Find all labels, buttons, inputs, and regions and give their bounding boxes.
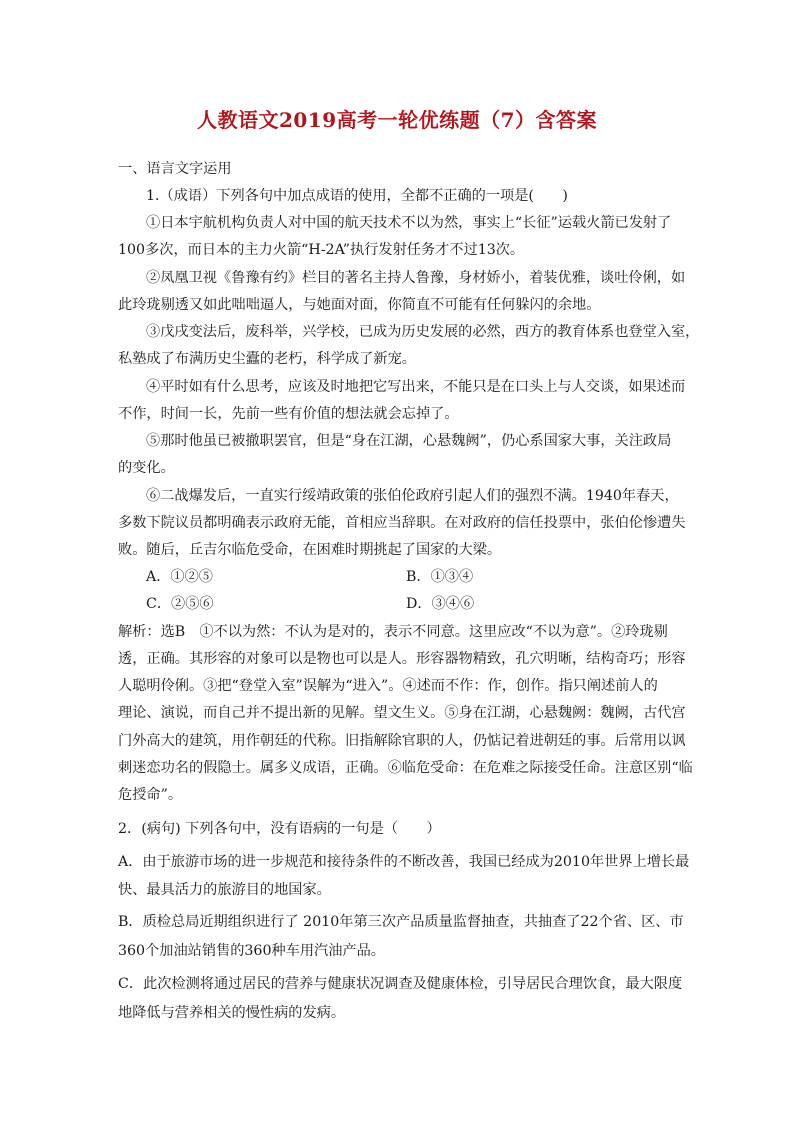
q1-sentence-4-line-1: ④平时如有什么思考，应该及时地把它写出来，不能只是在口头上与人交谈，如果述而 — [146, 379, 686, 395]
question-2-stem: 2．(病句) 下列各句中，没有语病的一句是（ ） — [118, 821, 441, 837]
q2-option-c-line-2: 地降低与营养相关的慢性病的发病。 — [118, 1005, 346, 1021]
q1-sentence-4-line-2: 不作，时间一长，先前一些有价值的想法就会忘掉了。 — [118, 406, 459, 422]
q2-option-c-line-1: C．此次检测将通过居民的营养与健康状况调查及健康体检，引导居民合理饮食，最大限度 — [118, 976, 683, 992]
q1-option-d: D．③④⑥ — [406, 596, 475, 612]
q1-sentence-6-line-2: 多数下院议员都明确表示政府无能，首相应当辞职。在对政府的信任投票中，张伯伦惨遭失 — [118, 515, 686, 531]
q1-sentence-6-line-3: 败。随后，丘吉尔临危受命，在困难时期挑起了国家的大梁。 — [118, 542, 502, 558]
question-1-stem: 1.（成语）下列各句中加点成语的使用，全都不正确的一项是( ) — [146, 188, 568, 204]
q1-option-a: A．①②⑤ — [146, 569, 213, 585]
q1-analysis-line-4: 理论、演说，而自己并不提出新的见解。望文生义。⑤身在江湖，心悬魏阙：魏阙，古代宫 — [118, 705, 686, 721]
q2-option-b-line-1: B．质检总局近期组织进行了 2010年第三次产品质量监督抽查，共抽查了22个省、区、市 — [118, 914, 684, 930]
q1-sentence-3-line-2: 私塾成了布满历史尘蠹的老朽，科学成了新宠。 — [118, 351, 416, 367]
q1-sentence-5-line-1: ⑤那时他虽已被撤职罢官，但是“身在江湖，心悬魏阙”，仍心系国家大事，关注政局 — [146, 433, 672, 449]
q2-option-b-line-2: 360个加油站销售的360种车用汽油产品。 — [118, 943, 385, 959]
q1-analysis-line-3: 人聪明伶俐。③把“登堂入室”误解为“进入”。④述而不作：作，创作。指只阐述前人的 — [118, 678, 658, 694]
q1-sentence-6-line-1: ⑥二战爆发后，一直实行绥靖政策的张伯伦政府引起人们的强烈不满。1940年春天， — [146, 488, 679, 504]
q1-sentence-1-line-2: 100多次，而日本的主力火箭“H-2A”执行发射任务才不过13次。 — [118, 242, 525, 258]
q1-option-c: C．②⑤⑥ — [146, 596, 214, 612]
q2-option-a-line-2: 快、最具活力的旅游目的地国家。 — [118, 882, 331, 898]
q2-option-a-line-1: A．由于旅游市场的进一步规范和接待条件的不断改善，我国已经成为2010年世界上增长最 — [118, 854, 690, 870]
q1-option-b: B．①③④ — [406, 569, 474, 585]
q1-analysis-line-6: 刺迷恋功名的假隐士。属多义成语，正确。⑥临危受命：在危难之际接受任命。注意区别“临 — [118, 760, 693, 776]
document-title: 人教语文2019高考一轮优练题（7）含答案 — [196, 108, 598, 132]
q1-sentence-5-line-2: 的变化。 — [118, 460, 175, 476]
q1-analysis-line-7: 危授命”。 — [118, 787, 183, 803]
q1-analysis-line-2: 透，正确。其形容的对象可以是物也可以是人。形容器物精致，孔穴明晰，结构奇巧；形容 — [118, 651, 686, 667]
q1-sentence-3-line-1: ③戊戌变法后，废科举，兴学校，已成为历史发展的必然，西方的教育体系也登堂入室， — [146, 324, 700, 340]
section-heading: 一、语言文字运用 — [118, 161, 232, 177]
q1-analysis-line-5: 门外高大的建筑，用作朝廷的代称。旧指解除官职的人，仍惦记着进朝廷的事。后常用以讽 — [118, 733, 686, 749]
q1-analysis-line-1: 解析：选B ①不以为然：不认为是对的，表示不同意。这里应改“不以为意”。②玲珑剔 — [118, 624, 668, 640]
q1-sentence-2-line-1: ②凤凰卫视《鲁豫有约》栏目的著名主持人鲁豫，身材娇小，着装优雅，谈吐伶俐，如 — [146, 270, 686, 286]
q1-sentence-2-line-2: 此玲珑剔透又如此咄咄逼人，与她面对面，你简直不可能有任何躲闪的余地。 — [118, 297, 601, 313]
q1-sentence-1-line-1: ①日本宇航机构负责人对中国的航天技术不以为然，事实上“长征”运载火箭已发射了 — [146, 215, 672, 231]
